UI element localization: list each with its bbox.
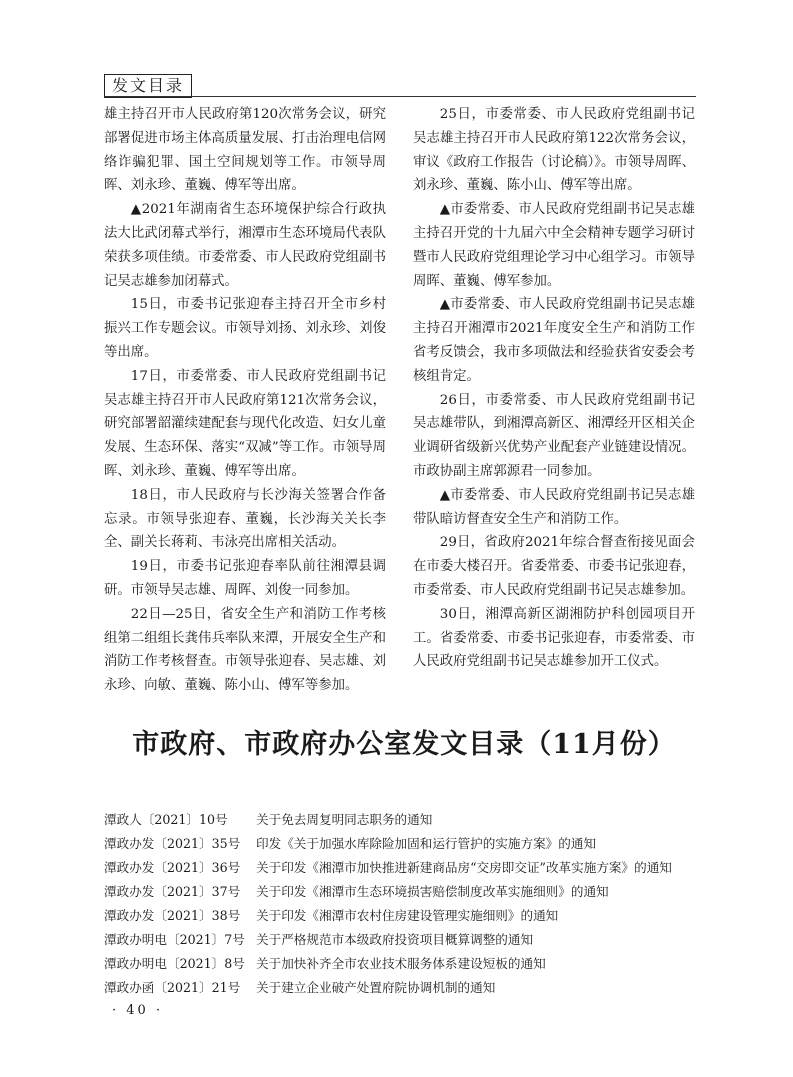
paragraph: ▲市委常委、市人民政府党组副书记吴志雄带队暗访督查安全生产和消防工作。 — [413, 487, 695, 527]
document-title: 关于建立企业破产处置府院协调机制的通知 — [256, 980, 496, 995]
section-tag — [104, 74, 192, 98]
page-number: · 40 · — [112, 1003, 164, 1018]
document-list-title: 市政府、市政府办公室发文目录（11月份） — [132, 729, 676, 760]
document-title: 关于加快补齐全市农业技术服务体系建设短板的通知 — [256, 956, 546, 971]
document-number: 潭政办发〔2021〕37号 — [104, 884, 241, 899]
document-row — [104, 880, 704, 904]
section-label: 发文目录 — [104, 74, 192, 98]
document-title: 关于印发《湘潭市农村住房建设管理实施细则》的通知 — [256, 908, 559, 923]
paragraph: 18日，市人民政府与长沙海关签署合作备忘录。市领导张迎春、董巍，长沙海关关长李全、副关长蒋莉、韦泳亮出席相关活动。 — [104, 487, 386, 551]
document-row — [104, 904, 704, 928]
document-number: 潭政办明电〔2021〕7号 — [104, 932, 245, 947]
document-title: 关于严格规范市本级政府投资项目概算调整的通知 — [256, 932, 534, 947]
document-number: 潭政人〔2021〕10号 — [104, 812, 228, 827]
document-number: 潭政办发〔2021〕38号 — [104, 908, 241, 923]
left-column — [104, 103, 386, 698]
document-title: 关于印发《湘潭市加快推进新建商品房“交房即交证”改革实施方案》的通知 — [256, 860, 672, 875]
paragraph: 22日—25日，省安全生产和消防工作考核组第二组组长龚伟兵率队来潭，开展安全生产和消防工作考核督查。市领导张迎春、吴志雄、刘永珍、向敏、董巍、陈小山、傅军等参加。 — [104, 606, 386, 694]
right-column — [413, 103, 695, 674]
paragraph: 19日，市委书记张迎春率队前往湘潭县调研。市领导吴志雄、周晖、刘俊一同参加。 — [104, 559, 386, 598]
header-rule — [104, 96, 696, 97]
document-row — [104, 976, 704, 1000]
paragraph: 25日，市委常委、市人民政府党组副书记吴志雄主持召开市人民政府第122次常务会议，审议《政府工作报告（讨论稿）》。市领导周晖、刘永珍、董巍、陈小山、傅军等出席。 — [413, 107, 695, 194]
document-row — [104, 928, 704, 952]
document-number: 潭政办函〔2021〕21号 — [104, 980, 241, 995]
paragraph: 30日，湘潭高新区湖湘防护科创园项目开工。省委常委、市委书记张迎春，市委常委、市人民政府党组副书记吴志雄参加开工仪式。 — [413, 606, 695, 670]
document-title: 关于免去周复明同志职务的通知 — [256, 812, 433, 827]
document-list — [104, 808, 704, 1000]
paragraph: 15日，市委书记张迎春主持召开全市乡村振兴工作专题会议。市领导刘扬、刘永珍、刘俊等出席。 — [104, 297, 386, 360]
document-number: 潭政办发〔2021〕35号 — [104, 836, 241, 851]
paragraph: ▲市委常委、市人民政府党组副书记吴志雄主持召开湘潭市2021年度安全生产和消防工作省考反馈会，我市多项做法和经验获省安委会考核组肯定。 — [413, 297, 695, 384]
paragraph: 29日，省政府2021年综合督查衔接见面会在市委大楼召开。省委常委、市委书记张迎春，市委常委、市人民政府党组副书记吴志雄参加。 — [413, 535, 695, 598]
paragraph: ▲市委常委、市人民政府党组副书记吴志雄主持召开党的十九届六中全会精神专题学习研讨暨市人民政府党组理论学习中心组学习。市领导周晖、董巍、傅军参加。 — [413, 202, 695, 289]
paragraph: 26日，市委常委、市人民政府党组副书记吴志雄带队，到湘潭高新区、湘潭经开区相关企业调研省级新兴优势产业配套产业链建设情况。市政协副主席郭源君一同参加。 — [413, 392, 695, 479]
document-row — [104, 832, 704, 856]
document-title: 关于印发《湘潭市生态环境损害赔偿制度改革实施细则》的通知 — [256, 884, 609, 899]
paragraph: 雄主持召开市人民政府第120次常务会议，研究部署促进市场主体高质量发展、打击治理电信网络诈骗犯罪、国土空间规划等工作。市领导周晖、刘永珍、董巍、傅军等出席。 — [104, 107, 386, 194]
document-number: 潭政办发〔2021〕36号 — [104, 860, 241, 875]
document-row — [104, 856, 704, 880]
document-row — [104, 808, 704, 832]
document-row — [104, 952, 704, 976]
document-number: 潭政办明电〔2021〕8号 — [104, 956, 245, 971]
paragraph: 17日，市委常委、市人民政府党组副书记吴志雄主持召开市人民政府第121次常务会议，研究部署韶灌续建配套与现代化改造、妇女儿童发展、生态环保、落实“双减”等工作。市领导周晖、刘永珍、董巍、傅军等出席。 — [104, 368, 386, 479]
paragraph: ▲2021年湖南省生态环境保护综合行政执法大比武闭幕式举行，湘潭市生态环境局代表队荣获多项佳绩。市委常委、市人民政府党组副书记吴志雄参加闭幕式。 — [104, 202, 386, 289]
document-title: 印发《关于加强水库除险加固和运行管护的实施方案》的通知 — [256, 836, 597, 851]
